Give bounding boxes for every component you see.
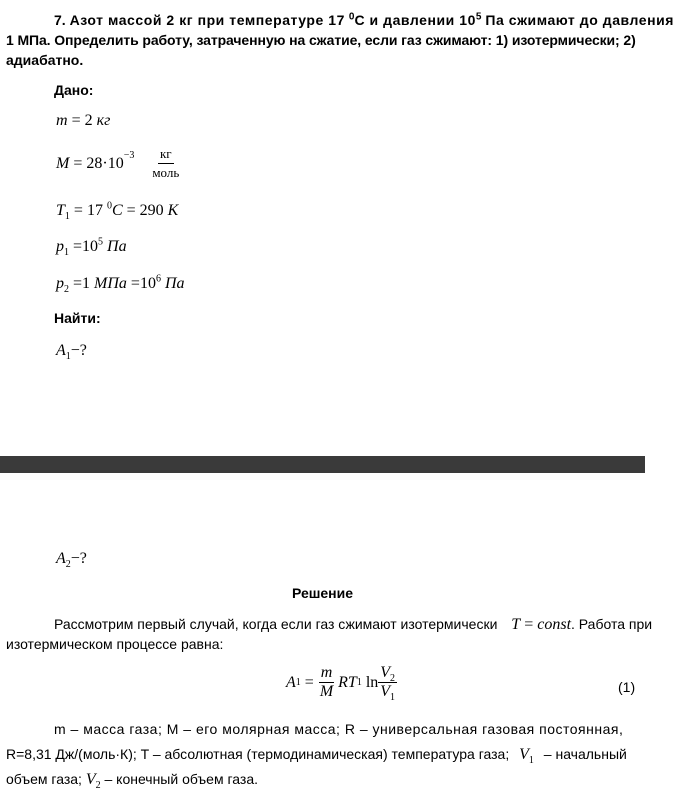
problem-line-3: адиабатно.	[6, 52, 84, 68]
degree-sup: 0	[348, 11, 355, 23]
solution-paragraph-line-2: изотермическом процессе равна:	[6, 636, 224, 652]
problem-text-b: С и давлении 10	[354, 12, 476, 28]
volume-ratio-fraction: $\frac{V_2}{V_1}$	[380, 664, 396, 704]
definitions-line-3: объем газа; $V_2$ – конечный объем газа.	[6, 771, 258, 792]
power-sup: 5	[475, 11, 482, 23]
given-molar-mass: M = 28·10 $^{-3}$ $\frac{кг}{\text{моль}}$	[56, 146, 180, 180]
problem-line-1	[54, 11, 674, 28]
given-heading: Дано:	[54, 82, 94, 98]
find-a2: $A_2-$?	[56, 550, 87, 571]
solution-heading: Решение	[291, 585, 354, 601]
solution-paragraph-line-1: Рассмотрим первый случай, когда если газ сжимают изотермически T = const. Работа при	[54, 616, 653, 633]
find-heading: Найти:	[54, 310, 101, 326]
given-temperature: $T_1 = 17$ $^0$C = 290 K	[56, 200, 179, 223]
definitions-line-1: m – масса газа; M – его молярная масса; R – универсальная газовая постоянная,	[54, 721, 624, 737]
given-pressure-2: $p_2 =1$ МПа $=10^6$ Па	[56, 273, 185, 296]
given-mass: m = 2 кг	[56, 112, 111, 129]
page-divider	[0, 456, 645, 473]
formula-number: (1)	[618, 679, 636, 695]
unit-fraction: $\frac{кг}{\text{моль}}$	[152, 146, 180, 180]
definitions-line-2: R=8,31 Дж/(моль·К); T – абсолютная (термодинамическая) температура газа; $V_1$ – начальный	[6, 746, 627, 767]
problem-text-c: Па сжимают до давления	[485, 12, 674, 28]
problem-text-a: Азот массой 2 кг при температуре 17	[69, 12, 345, 28]
problem-number: 7.	[54, 12, 66, 28]
problem-line-2: 1 МПа. Определить работу, затраченную на сжатие, если газ сжимают: 1) изотермически; 2)	[6, 32, 636, 48]
var-m: m	[56, 112, 68, 129]
find-a1: $A_1-$?	[56, 342, 87, 363]
mass-ratio-fraction: $\frac{m}{M}$	[319, 664, 334, 700]
work-formula: A 1 = $\frac{m}{M}$ RT 1 ln $\frac{V_2}{V_1}$	[286, 664, 396, 704]
given-pressure-1: $p_1 =10^5$ Па	[56, 236, 127, 259]
